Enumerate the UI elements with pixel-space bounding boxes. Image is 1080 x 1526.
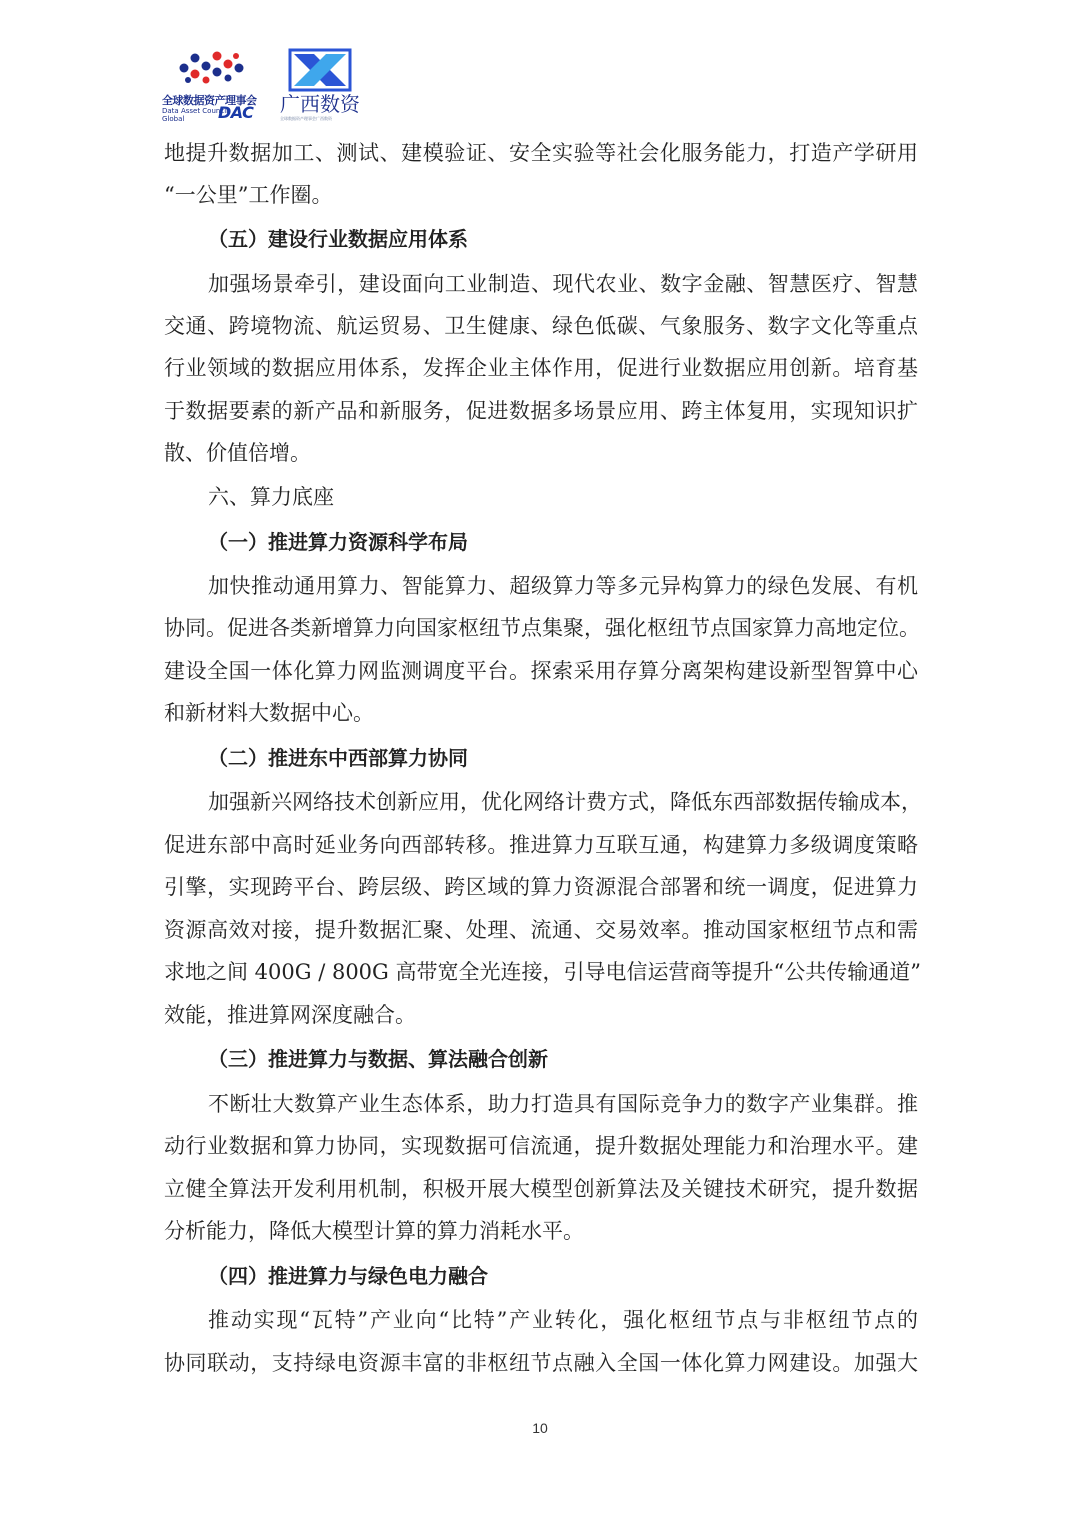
section-heading: （二）推进东中西部算力协同 bbox=[208, 746, 468, 770]
section-heading: （四）推进算力与绿色电力融合 bbox=[208, 1264, 488, 1288]
body-line: 行业领域的数据应用体系，发挥企业主体作用，促进行业数据应用创新。培育基 bbox=[164, 356, 918, 380]
body-line: 立健全算法开发利用机制，积极开展大模型创新算法及关键技术研究，提升数据 bbox=[164, 1177, 918, 1201]
body-line: 建设全国一体化算力网监测调度平台。探索采用存算分离架构建设新型智算中心 bbox=[164, 659, 918, 683]
page-number: 10 bbox=[532, 1420, 548, 1436]
guangxi-name: 广西数资 bbox=[280, 92, 360, 116]
section-heading: （五）建设行业数据应用体系 bbox=[208, 227, 468, 251]
body-line: 效能，推进算网深度融合。 bbox=[164, 1003, 416, 1027]
dac-en-name-1: Data Asset Council bbox=[162, 107, 229, 115]
body-line: 和新材料大数据中心。 bbox=[164, 701, 374, 725]
body-line: 分析能力，降低大模型计算的算力消耗水平。 bbox=[164, 1219, 584, 1243]
body-line: 求地之间 400G / 800G 高带宽全光连接，引导电信运营商等提升“公共传输通道” bbox=[164, 960, 921, 984]
body-line: 加强场景牵引，建设面向工业制造、现代农业、数字金融、智慧医疗、智慧 bbox=[208, 272, 918, 296]
body-line: 加快推动通用算力、智能算力、超级算力等多元异构算力的绿色发展、有机 bbox=[208, 574, 918, 598]
dac-abbr: DAC bbox=[218, 103, 254, 122]
dac-name: 全球数据资产理事会 bbox=[162, 94, 257, 107]
body-line: 不断壮大数算产业生态体系，助力打造具有国际竞争力的数字产业集群。推 bbox=[208, 1092, 918, 1116]
section-heading: （一）推进算力资源科学布局 bbox=[208, 530, 468, 554]
body-line: 地提升数据加工、测试、建模验证、安全实验等社会化服务能力，打造产学研用 bbox=[164, 141, 918, 165]
body-line: 于数据要素的新产品和新服务，促进数据多场景应用、跨主体复用，实现知识扩 bbox=[164, 399, 918, 423]
section-heading: （三）推进算力与数据、算法融合创新 bbox=[208, 1047, 548, 1071]
body-line: “一公里”工作圈。 bbox=[164, 183, 333, 207]
body-line: 引擎，实现跨平台、跨层级、跨区域的算力资源混合部署和统一调度，促进算力 bbox=[164, 875, 918, 899]
body-line: 散、价值倍增。 bbox=[164, 441, 311, 465]
chapter-heading: 六、算力底座 bbox=[208, 485, 334, 509]
body-line: 促进东部中高时延业务向西部转移。推进算力互联互通，构建算力多级调度策略 bbox=[164, 833, 918, 857]
body-line: 交通、跨境物流、航运贸易、卫生健康、绿色低碳、气象服务、数字文化等重点 bbox=[164, 314, 918, 338]
page-header bbox=[162, 44, 402, 124]
dac-en-name-2: Global bbox=[162, 115, 185, 123]
body-line: 资源高效对接，提升数据汇聚、处理、流通、交易效率。推动国家枢纽节点和需 bbox=[164, 918, 918, 942]
body-line: 动行业数据和算力协同，实现数据可信流通，提升数据处理能力和治理水平。建 bbox=[164, 1134, 918, 1158]
body-line: 协同。促进各类新增算力向国家枢纽节点集聚，强化枢纽节点国家算力高地定位。 bbox=[164, 616, 920, 640]
body-line: 加强新兴网络技术创新应用，优化网络计费方式，降低东西部数据传输成本， bbox=[208, 790, 922, 814]
body-line: 协同联动，支持绿电资源丰富的非枢纽节点融入全国一体化算力网建设。加强大 bbox=[164, 1351, 918, 1375]
body-line: 推动实现“瓦特”产业向“比特”产业转化，强化枢纽节点与非枢纽节点的 bbox=[208, 1308, 918, 1332]
guangxi-subtitle: 全球数据资产理事会广西数资 bbox=[280, 116, 332, 121]
